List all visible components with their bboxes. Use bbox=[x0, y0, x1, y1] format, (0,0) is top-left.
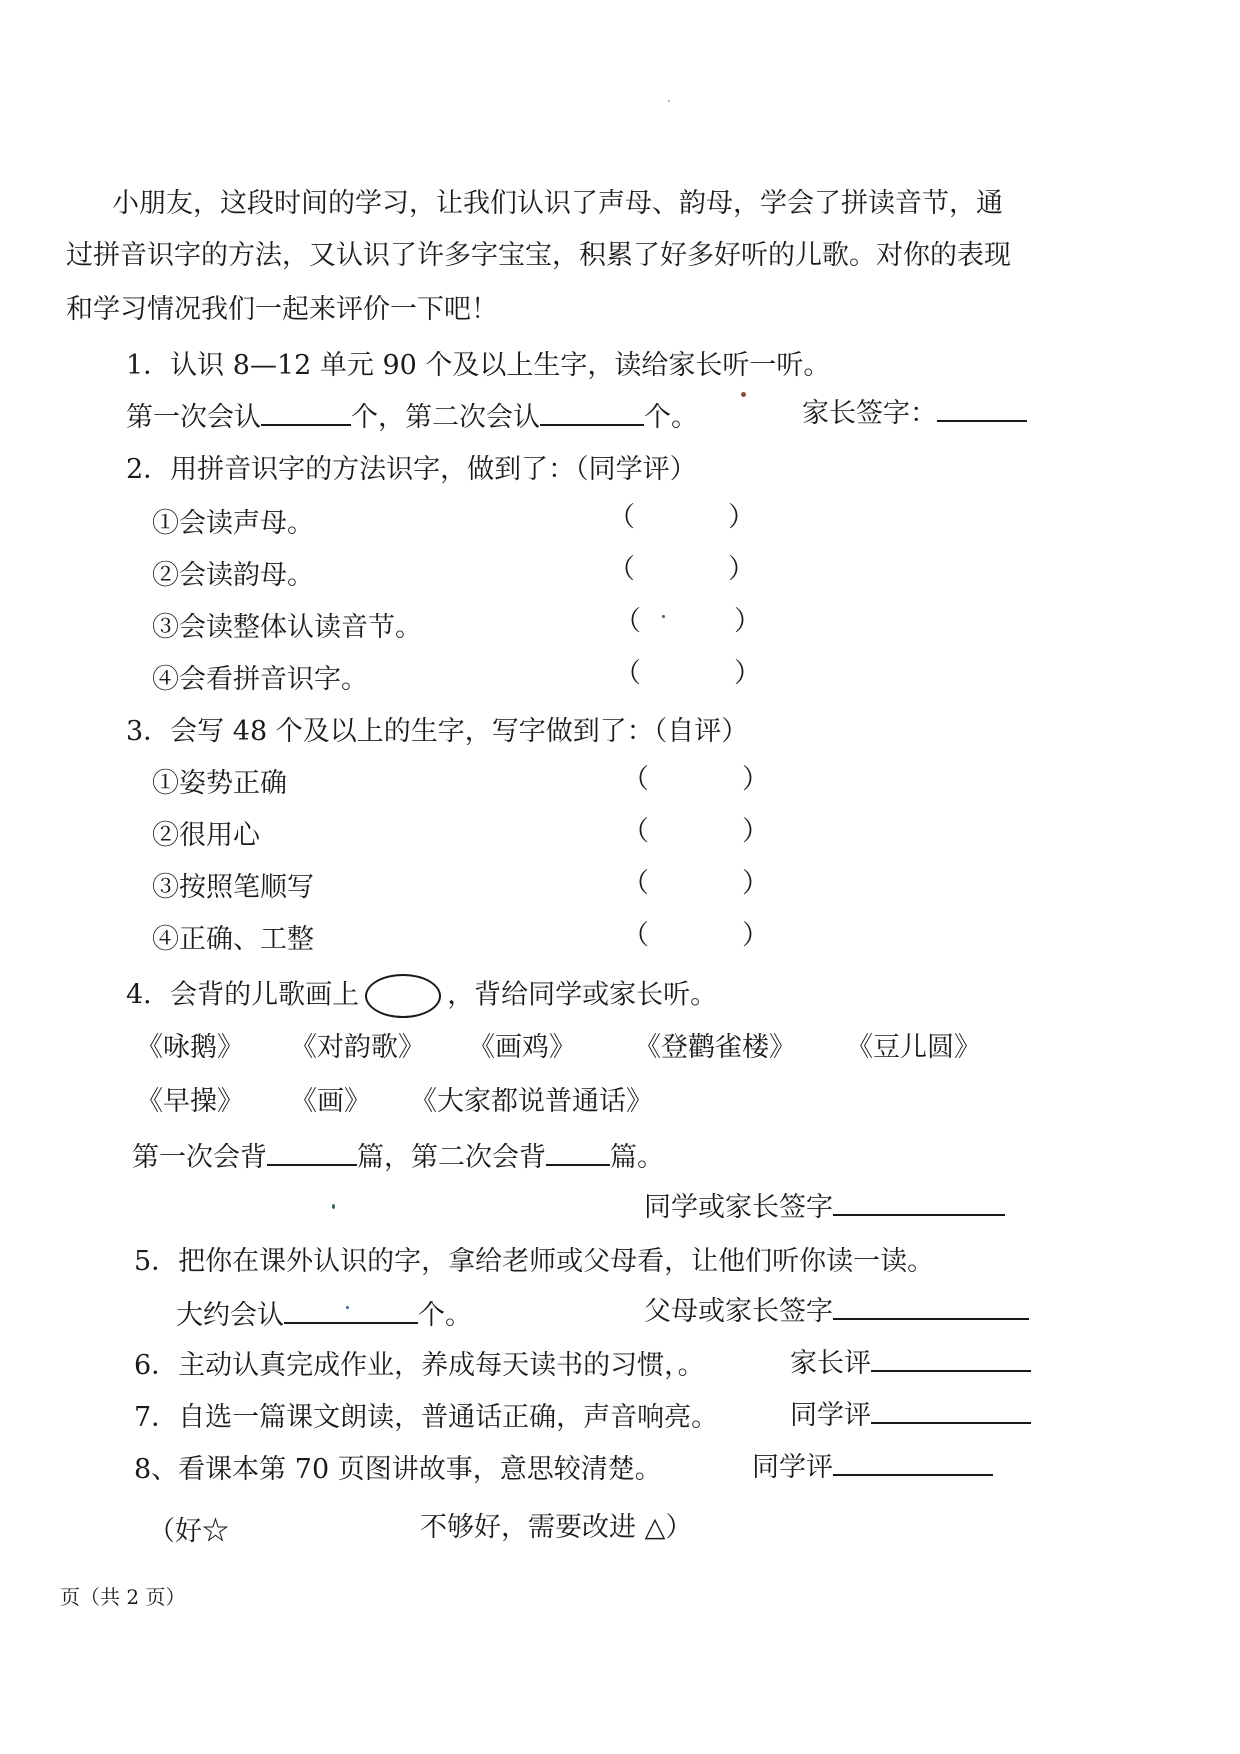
q4-first-blank[interactable] bbox=[267, 1138, 357, 1166]
q7-sign-blank[interactable] bbox=[871, 1396, 1031, 1424]
q2-item-3: ③会读整体认读音节。 bbox=[152, 612, 422, 643]
q4-sign-blank[interactable] bbox=[833, 1188, 1005, 1216]
q4-unit-1: 篇，第二次会背 bbox=[357, 1142, 546, 1173]
q5-about-label: 大约会认 bbox=[176, 1300, 284, 1331]
legend-bad: 不够好，需要改进 △） bbox=[420, 1512, 693, 1543]
q4-first-label: 第一次会背 bbox=[132, 1142, 267, 1173]
q4-answer-line bbox=[132, 1138, 664, 1176]
q4-title-b: ，背给同学或家长听。 bbox=[447, 979, 718, 1011]
q3-item-3: ③按照笔顺写 bbox=[152, 872, 314, 903]
q2-item-1: ①会读声母。 bbox=[152, 508, 314, 539]
q3-paren-close-1: ） bbox=[742, 764, 769, 795]
poem-5: 《豆儿圆》 bbox=[846, 1032, 981, 1063]
intro-line-3: 和学习情况我们一起来评价一下吧！ bbox=[66, 294, 498, 325]
q2-paren-close-4: ） bbox=[734, 658, 761, 689]
q8-sign-blank[interactable] bbox=[833, 1448, 993, 1476]
scan-speck bbox=[741, 392, 746, 397]
q2-paren-close-1: ） bbox=[728, 502, 755, 533]
q1-sign-label: 家长签字： bbox=[802, 398, 937, 429]
poem-7: 《画》 bbox=[290, 1086, 371, 1117]
scan-speck bbox=[332, 1204, 335, 1209]
q2-paren-open-4: （ bbox=[614, 658, 641, 689]
scan-speck bbox=[346, 1306, 349, 1309]
q3-item-2: ②很用心 bbox=[152, 820, 260, 851]
q5-sign bbox=[644, 1292, 1029, 1330]
q3-paren-open-3: （ bbox=[622, 868, 649, 899]
poem-6: 《早操》 bbox=[136, 1086, 244, 1117]
q5-answer-line bbox=[176, 1296, 472, 1334]
intro-line-2: 过拼音识字的方法，又认识了许多字宝宝，积累了好多好听的儿歌。对你的表现 bbox=[66, 240, 1011, 271]
q3-item-1: ①姿势正确 bbox=[152, 768, 287, 799]
q5-title: 5．把你在课外认识的字，拿给老师或父母看，让他们听你读一读。 bbox=[134, 1246, 935, 1277]
q6-sign bbox=[790, 1344, 1031, 1382]
q6-sign-label: 家长评 bbox=[790, 1348, 871, 1379]
legend-good: （好☆ bbox=[148, 1516, 229, 1547]
q1-first-label: 第一次会认 bbox=[126, 402, 261, 433]
q4-sign bbox=[644, 1188, 1005, 1226]
q5-sign-blank[interactable] bbox=[833, 1292, 1029, 1320]
q1-sign-blank[interactable] bbox=[937, 394, 1027, 422]
q4-second-blank[interactable] bbox=[546, 1138, 610, 1166]
q4-title-a: 4．会背的儿歌画上 bbox=[126, 979, 360, 1011]
q1-parent-sign bbox=[802, 394, 1027, 432]
q7-sign bbox=[790, 1396, 1031, 1434]
q6-title: 6．主动认真完成作业，养成每天读书的习惯，。 bbox=[134, 1350, 705, 1381]
q7-sign-label: 同学评 bbox=[790, 1400, 871, 1431]
q8-title: 8、看课本第 70 页图讲故事，意思较清楚。 bbox=[134, 1454, 662, 1485]
q1-answer-line bbox=[126, 398, 698, 436]
q4-sign-label: 同学或家长签字 bbox=[644, 1192, 833, 1223]
q3-item-4: ④正确、工整 bbox=[152, 924, 314, 955]
q4-unit-2: 篇。 bbox=[610, 1142, 664, 1173]
scan-speck bbox=[668, 100, 670, 102]
q8-sign bbox=[752, 1448, 993, 1486]
poem-4: 《登鹳雀楼》 bbox=[634, 1032, 796, 1063]
q2-title: 2．用拼音识字的方法识字，做到了：（同学评） bbox=[126, 454, 697, 485]
intro-line-1: 小朋友，这段时间的学习，让我们认识了声母、韵母，学会了拼读音节，通 bbox=[112, 188, 1003, 219]
q5-sign-label: 父母或家长签字 bbox=[644, 1296, 833, 1327]
q7-title: 7．自选一篇课文朗读，普通话正确，声音响亮。 bbox=[134, 1402, 719, 1433]
q2-paren-open-3: （ bbox=[614, 606, 641, 637]
page-footer: 页（共 2 页） bbox=[60, 1585, 186, 1609]
q3-paren-close-4: ） bbox=[742, 920, 769, 951]
poem-3: 《画鸡》 bbox=[468, 1032, 576, 1063]
q5-unit: 个。 bbox=[418, 1300, 472, 1331]
oval-mark-icon bbox=[365, 974, 441, 1018]
q6-sign-blank[interactable] bbox=[871, 1344, 1031, 1372]
q3-paren-close-3: ） bbox=[742, 868, 769, 899]
q1-second-blank[interactable] bbox=[540, 398, 644, 426]
q3-paren-open-2: （ bbox=[622, 816, 649, 847]
poem-8: 《大家都说普通话》 bbox=[410, 1086, 653, 1117]
q1-title: 1．认识 8—12 单元 90 个及以上生字，读给家长听一听。 bbox=[126, 350, 831, 381]
q1-unit-1: 个，第二次会认 bbox=[351, 402, 540, 433]
q3-title: 3．会写 48 个及以上的生字，写字做到了：（自评） bbox=[126, 716, 749, 747]
poem-1: 《咏鹅》 bbox=[136, 1032, 244, 1063]
q2-paren-close-3: ） bbox=[734, 606, 761, 637]
scan-speck bbox=[662, 615, 665, 618]
q3-paren-open-4: （ bbox=[622, 920, 649, 951]
q2-item-4: ④会看拼音识字。 bbox=[152, 664, 368, 695]
q5-count-blank[interactable] bbox=[284, 1296, 418, 1324]
q2-item-2: ②会读韵母。 bbox=[152, 560, 314, 591]
q4-title bbox=[126, 974, 717, 1018]
q2-paren-open-1: （ bbox=[608, 502, 635, 533]
q3-paren-close-2: ） bbox=[742, 816, 769, 847]
q1-first-blank[interactable] bbox=[261, 398, 351, 426]
q1-unit-2: 个。 bbox=[644, 402, 698, 433]
poem-2: 《对韵歌》 bbox=[290, 1032, 425, 1063]
q8-sign-label: 同学评 bbox=[752, 1452, 833, 1483]
q2-paren-close-2: ） bbox=[728, 554, 755, 585]
q2-paren-open-2: （ bbox=[608, 554, 635, 585]
q3-paren-open-1: （ bbox=[622, 764, 649, 795]
